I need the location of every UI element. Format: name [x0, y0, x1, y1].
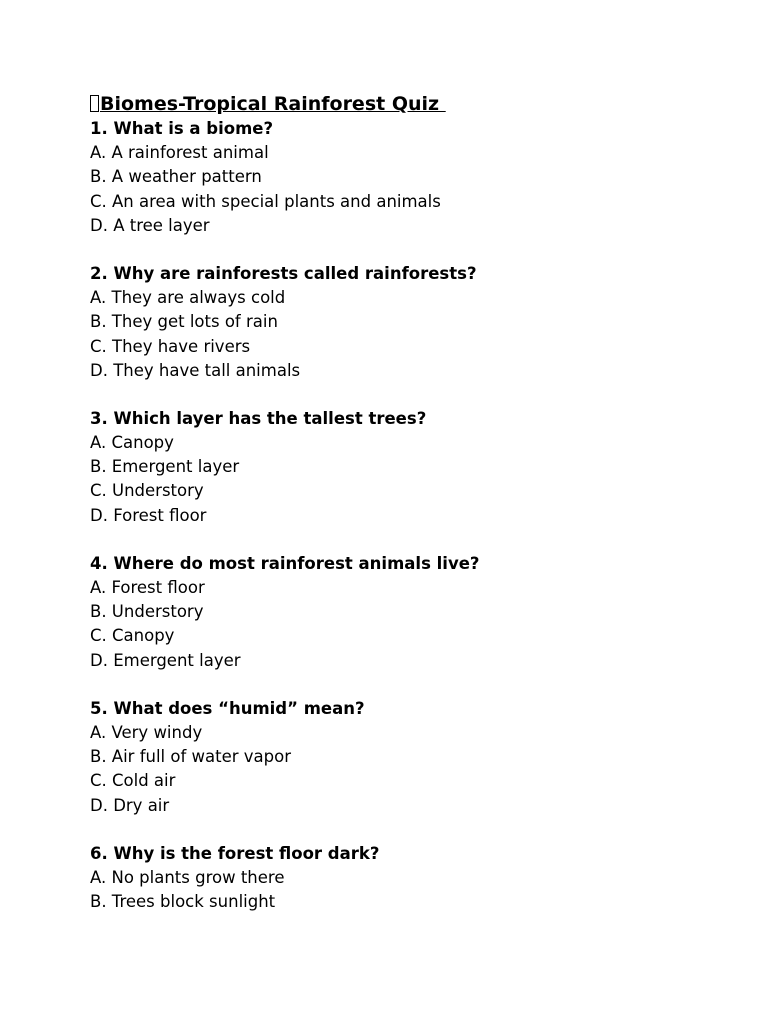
answer-option: A. No plants grow there [90, 867, 285, 887]
answer-option: C. An area with special plants and animals [90, 191, 441, 211]
question-6 [90, 842, 730, 915]
quiz-document [90, 91, 730, 914]
question-4 [90, 552, 730, 673]
answer-option: D. Dry air [90, 795, 170, 815]
question-5 [90, 697, 730, 818]
answer-option: B. Understory [90, 602, 204, 622]
answer-option: C. They have rivers [90, 336, 251, 356]
answer-option: C. Cold air [90, 771, 176, 791]
question-text: 4. Where do most rainforest animals live? [90, 553, 480, 573]
answer-option: D. They have tall animals [90, 360, 301, 380]
quiz-title-text: Biomes-Tropical Rainforest Quiz [100, 93, 446, 115]
answer-option: D. A tree layer [90, 215, 210, 235]
question-text: 3. Which layer has the tallest trees? [90, 408, 427, 428]
answer-option: A. Canopy [90, 433, 174, 453]
question-3 [90, 407, 730, 528]
answer-option: B. Emergent layer [90, 457, 240, 477]
answer-option: C. Canopy [90, 626, 175, 646]
missing-glyph-icon [90, 95, 99, 112]
answer-option: B. They get lots of rain [90, 312, 278, 332]
quiz-title [90, 91, 730, 117]
question-text: 6. Why is the forest floor dark? [90, 843, 380, 863]
question-text: 2. Why are rainforests called rainforests? [90, 263, 477, 283]
answer-option: B. Air full of water vapor [90, 747, 292, 767]
answer-option: C. Understory [90, 481, 204, 501]
answer-option: B. A weather pattern [90, 167, 262, 187]
question-2 [90, 262, 730, 383]
answer-option: A. A rainforest animal [90, 143, 269, 163]
question-text: 1. What is a biome? [90, 119, 274, 138]
answer-option: A. Very windy [90, 722, 203, 742]
answer-option: A. Forest floor [90, 578, 205, 597]
question-1 [90, 117, 730, 238]
answer-option: A. They are always cold [90, 288, 286, 308]
question-text: 5. What does “humid” mean? [90, 698, 365, 718]
answer-option: D. Emergent layer [90, 650, 241, 670]
answer-option: B. Trees block sunlight [90, 892, 276, 912]
answer-option: D. Forest floor [90, 505, 207, 525]
